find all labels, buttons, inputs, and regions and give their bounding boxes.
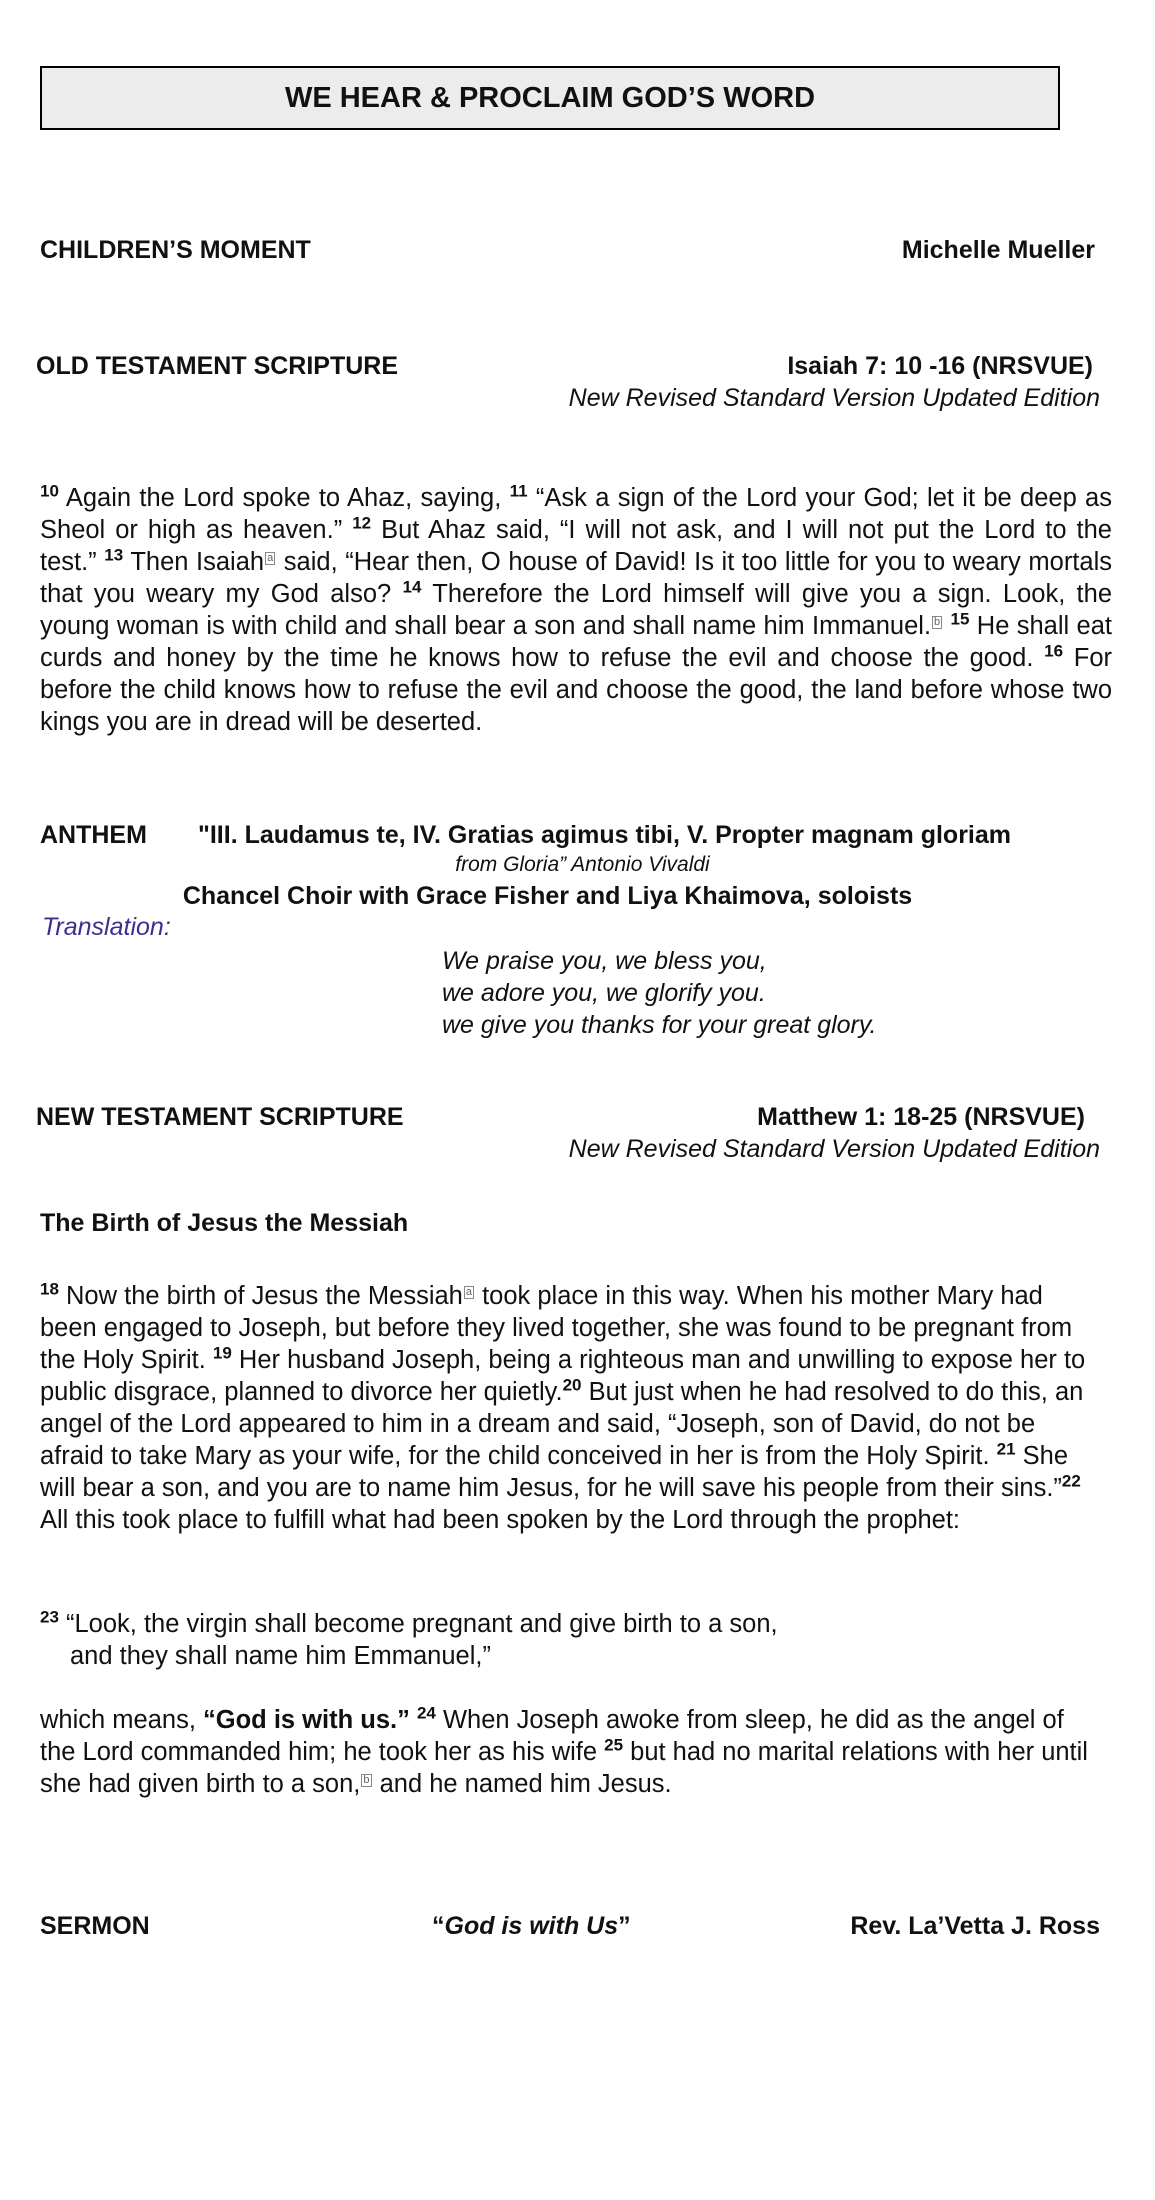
childrens-moment-leader: Michelle Mueller (901, 236, 1095, 264)
translation-label: Translation: (42, 913, 171, 941)
footnote-link[interactable]: a (267, 551, 274, 564)
anthem-title: "III. Laudamus te, IV. Gratias agimus tibi, V. Propter magnam gloriam (198, 821, 1012, 849)
sermon-title: “God is with Us” (432, 1912, 631, 1940)
passage-heading: The Birth of Jesus the Messiah (40, 1209, 409, 1237)
anthem-source: from Gloria” Antonio Vivaldi (455, 853, 710, 876)
footnote-link[interactable]: a (465, 1285, 472, 1298)
translation-text (442, 945, 876, 1041)
new-testament-label: NEW TESTAMENT SCRIPTURE (36, 1103, 404, 1131)
childrens-moment-label: CHILDREN’S MOMENT (40, 236, 311, 264)
translation-line: we give you thanks for your great glory. (442, 1011, 877, 1039)
footnote-link[interactable]: b (934, 615, 941, 628)
old-testament-label: OLD TESTAMENT SCRIPTURE (36, 352, 399, 380)
translation-line: we adore you, we glorify you. (442, 979, 766, 1007)
old-testament-passage: $^{10}$ Again the Lord spoke to Ahaz, saying, $^{11}$ “Ask a sign of the Lord your God; let it be deep as Sheol or high as heaven.” $^{12}$ But Ahaz said, “I will not ask, and I will not put the Lord to the test.” $^{13}$ Then Isaiah a said, “Hear then, O house of David! Is it too little for you to weary mortals that you weary my God also? $^{14}$ Therefore the Lord himself will give you a sign. Look, the young woman is with child and shall bear a son and shall name him Immanuel. b $^{15}$ He shall eat curds and honey by the time he knows how to refuse the evil and choose the good. $^{16}$ For before the child knows how to refuse the evil and choose the good, the land before whose two kings you are in dread will be deserted. (40, 481, 1113, 736)
sermon-preacher: Rev. La’Vetta J. Ross (850, 1912, 1100, 1940)
emphasis-text: “God is with us.” (203, 1706, 410, 1734)
footnote-link[interactable]: b (363, 1773, 370, 1786)
old-testament-edition: New Revised Standard Version Updated Edition (568, 384, 1100, 412)
new-testament-edition: New Revised Standard Version Updated Edition (568, 1135, 1100, 1163)
prophecy-quote: $^{23}$ “Look, the virgin shall become pregnant and give birth to a son, and they shall name him Emmanuel,” (40, 1607, 778, 1670)
new-testament-passage: $^{18}$ Now the birth of Jesus the Messiah a took place in this way. When his mother Mary had been engaged to Joseph, but before they lived together, she was found to be pregnant from the Holy Spirit. $^{19}$ Her husband Joseph, being a righteous man and unwilling to expose her to public disgrace, planned to divorce her quietly.$^{20}$ But just when he had resolved to do this, an angel of the Lord appeared to him in a dream and said, “Joseph, son of David, do not be afraid to take Mary as your wife, for the child conceived in her is from the Holy Spirit. $^{21}$ She will bear a son, and you are to name him Jesus, for he will save his people from their sins.”$^{22}$ All this took place to fulfill what had been spoken by the Lord through the prophet: (40, 1279, 1086, 1534)
section-title: WE HEAR & PROCLAIM GOD’S WORD (40, 66, 1060, 130)
anthem-performers: Chancel Choir with Grace Fisher and Liya Khaimova, soloists (182, 882, 913, 910)
old-testament-reference: Isaiah 7: 10 -16 (NRSVUE) (787, 352, 1093, 380)
translation-line: We praise you, we bless you, (442, 947, 767, 975)
new-testament-reference: Matthew 1: 18-25 (NRSVUE) (757, 1103, 1085, 1131)
closing-passage: which means, “God is with us.” $^{24}$ When Joseph awoke from sleep, he did as the angel of the Lord commanded him; he took her as his wife $^{25}$ but had no marital relations with her until she had given birth to a son, b and he named him Jesus. (40, 1703, 1088, 1798)
anthem-label: ANTHEM (40, 821, 147, 849)
sermon-label: SERMON (40, 1912, 150, 1940)
